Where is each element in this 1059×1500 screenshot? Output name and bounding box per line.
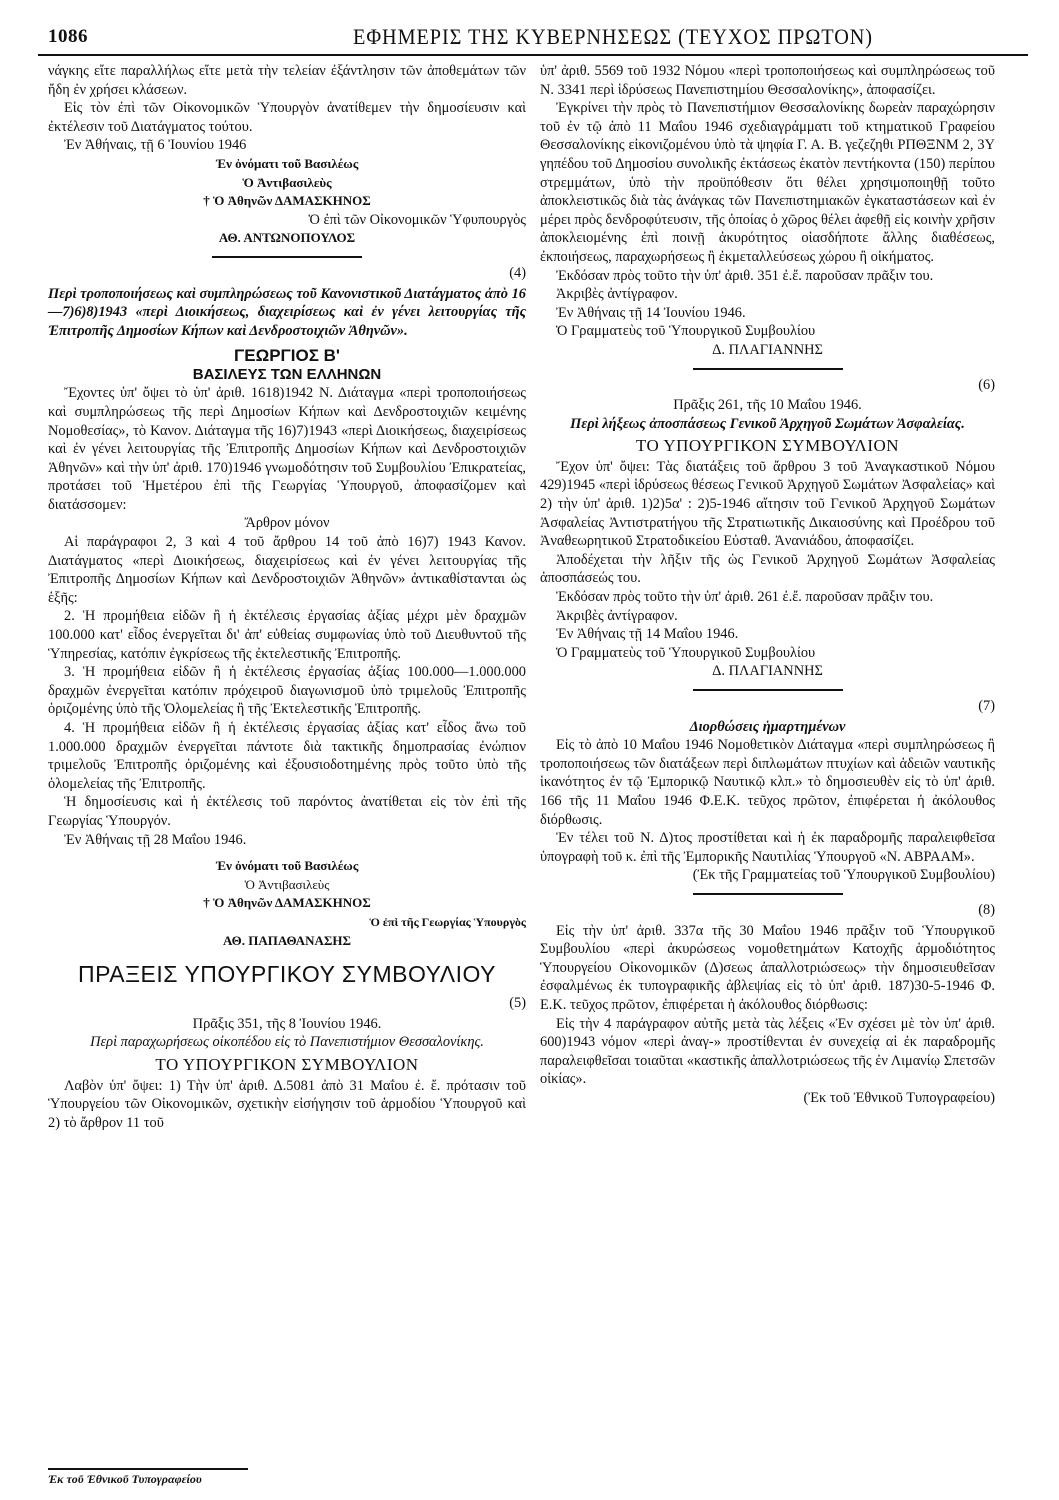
right-column: [540, 62, 995, 1107]
paragraph: Εἰς τὴν 4 παράγραφον αὐτῆς μετὰ τὰς λέξεις «Ἐν σχέσει μὲ τὸν ὑπ' ἀριθ. 600)1943 νόμον «περὶ ἀναγ-» προστίθενται ἐν συνεχείᾳ αἱ ἐκ παραδρομῆς παραλειφθεῖσαι τοιαῦται «καστικῆς ἀπαλλοτριώσεως τῆς ἐν Λιμανίῳ Σπετσῶν οἰκίας».: [540, 1015, 995, 1088]
council-heading: ΤΟ ΥΠΟΥΡΓΙΚΟΝ ΣΥΜΒΟΥΛΙΟΝ: [635, 436, 900, 456]
item-number: (7): [978, 698, 995, 714]
council-heading: ΤΟ ΥΠΟΥΡΓΙΚΟΝ ΣΥΜΒΟΥΛΙΟΝ: [155, 1054, 419, 1074]
paragraph: Ἡ δημοσίευσις καὶ ἡ ἐκτέλεσις τοῦ παρόντος ἀνατίθεται εἰς τὸν ἐπὶ τῆς Γεωργίας Ὑπουργόν.: [48, 794, 526, 829]
act-number: Πρᾶξις 351, τῆς 8 Ἰουνίου 1946.: [192, 1015, 382, 1032]
signature-line: Ὁ Γραμματεὺς τοῦ Ὑπουργικοῦ Συμβουλίου: [556, 644, 816, 661]
signature-line: Ὁ Ἀντιβασιλεὺς: [242, 174, 332, 190]
paragraph: 3. Ἡ προμήθεια εἰδῶν ἢ ἡ ἐκτέλεσις ἐργασίας ἀξίας 100.000—1.000.000 δραχμῶν ἐνεργεῖται κατόπιν πρόχειροῦ διαγωνισμοῦ ὑπὸ τριμελοῦς Ἐπιτροπῆς ὁριζομένης ὑπὸ τῆς Ὁλομελείας ἢ τῆς Ἐκτελεστικῆς Ἐπιτροπῆς.: [48, 664, 526, 718]
divider: [693, 368, 843, 370]
decree-title: Περὶ τροποποιήσεως καὶ συμπληρώσεως τοῦ Κανονιστικοῦ Διατάγματος ἀπὸ 16—7)6)8)1943 «περὶ Διοικήσεως, διαχειρίσεως καὶ ἐν γένει λειτουργίας τῆς Ἐπιτροπῆς Δημοσίων Κήπων καὶ Δενδροστοιχιῶν Ἀθηνῶν».: [48, 285, 526, 339]
paragraph: Αἱ παράγραφοι 2, 3 καὶ 4 τοῦ ἄρθρου 14 τοῦ ἀπὸ 16)7) 1943 Κανον. Διατάγματος «περὶ Διοικήσεως, διαχειρίσεως καὶ ἐν γένει λειτουργίας τῆς Ἐπιτροπῆς Δημοσίων Κήπων καὶ Δενδροστοιχιῶν Ἀθηνῶν» ἀντικαθίστανται ὡς ἑξῆς:: [48, 534, 526, 606]
king-title: ΒΑΣΙΛΕΥΣ ΤΩΝ ΕΛΛΗΝΩΝ: [192, 366, 382, 384]
paragraph: Ἔχοντες ὑπ' ὄψει τὸ ὑπ' ἀριθ. 1618)1942 Ν. Διάταγμα «περὶ τροποποιήσεως καὶ συμπληρώσεως τῆς περὶ Δημοσίων Κήπων καὶ Δενδροστοιχιῶν κειμένης Νομοθεσίας», τὸ Κανον. Διάταγμα τῆς 16)7)1943 «περὶ Διοικήσεως, διαχειρίσεως καὶ ἐν γένει λειτουργίας τῆς Ἐπιτροπῆς Δημοσίων Κήπων καὶ Δενδροστοιχιῶν Ἀθηνῶν» καὶ τὴν ὑπ' ἀριθ. 170)1946 γνωμοδότησιν τοῦ Συμβουλίου Ἐπικρατείας, προτάσει τοῦ Ἡμετέρου ἐπὶ τῆς Γεωργίας Ὑπουργοῦ, ἀποφασίζομεν καὶ διατάσσομεν:: [48, 385, 526, 513]
item-number: (6): [978, 376, 995, 393]
corrections-heading: Διορθώσεις ἡμαρτημένων: [689, 718, 846, 735]
divider: [693, 689, 843, 691]
paragraph: 2. Ἡ προμήθεια εἰδῶν ἢ ἡ ἐκτέλεσις ἐργασίας ἀξίας μέχρι μὲν δραχμῶν 100.000 κατ' εἶδος ἐνεργεῖται δι' ἀπ' εὐθείας συμφωνίας ὑπὸ τοῦ Διευθυντοῦ τῆς Ὑπηρεσίας, κατόπιν ἐγκρίσεως τῆς ἐκτελεστικῆς Ἐπιτροπῆς.: [48, 608, 526, 662]
divider: [212, 256, 362, 258]
item-number: (5): [509, 995, 526, 1012]
signature-line: † Ὁ Ἀθηνῶν ΔΑΜΑΣΚΗΝΟΣ: [203, 895, 371, 911]
signature-line: Ὁ ἐπὶ τῶν Οἰκονομικῶν Ὑφυπουργὸς: [308, 211, 526, 228]
paragraph: Ἀκριβὲς ἀντίγραφον.: [556, 607, 678, 624]
left-column: [48, 62, 526, 1132]
divider: [693, 893, 843, 895]
act-number: Πρᾶξις 261, τῆς 10 Μαΐου 1946.: [673, 397, 862, 414]
signature-name: ΑΘ. ΑΝΤΩΝΟΠΟΥΛΟΣ: [218, 230, 356, 246]
date-line: Ἐν Ἀθήναις τῇ 14 Μαΐου 1946.: [556, 626, 739, 643]
paragraph: Ἔχον ὑπ' ὄψει: Τὰς διατάξεις τοῦ ἄρθρου 3 τοῦ Ἀναγκαστικοῦ Νόμου 429)1945 «περὶ ἱδρύσεως θέσεως Γενικοῦ Ἀρχηγοῦ Σωμάτων Ἀσφαλείας» καὶ 2) τὴν ὑπ' ἀριθ. 1)2)5α' : 2)5-1946 αἴτησιν τοῦ Γενικοῦ Ἀρχηγοῦ Σωμάτων Ἀσφαλείας Ἀντιστρατήγου τῆς Στρατιωτικῆς Δικαιοσύνης καὶ Προέδρου τοῦ Ἀναθεωρητικοῦ Στρατοδικείου Εὐσταθ. Ἀνανιάδου, ἀποφασίζει.: [540, 458, 995, 550]
paragraph: Ἀκριβὲς ἀντίγραφον.: [556, 286, 678, 303]
paragraph: νάγκης εἴτε παραλλήλως εἴτε μετὰ τὴν τελείαν ἐξάντλησιν τῶν ἀποθεμάτων τῶν ἤδη ἐν χρήσει κλάσεων.: [48, 63, 526, 98]
paragraph: Λαβὸν ὑπ' ὄψει: 1) Τὴν ὑπ' ἀριθ. Δ.5081 ἀπὸ 31 Μαΐου ἐ. ἔ. πρότασιν τοῦ Ὑπουργείου τῶν Οἰκονομικῶν, σχετικὴν εἰσήγησιν τοῦ ἁρμοδίου Ὑπουργοῦ καὶ 2) τὸ ἄρθρον 11 τοῦ: [48, 1077, 526, 1131]
paragraph: Ἐκδόσαν πρὸς τοῦτο τὴν ὑπ' ἀριθ. 261 ἐ.ἔ. παροῦσαν πρᾶξιν του.: [556, 589, 934, 606]
signature-line: Ἐν ὀνόματι τοῦ Βασιλέως: [215, 858, 359, 874]
act-title: Περὶ παραχωρήσεως οἰκοπέδου εἰς τὸ Πανεπιστήμιον Θεσσαλονίκης.: [90, 1034, 484, 1051]
signature-name: ΑΘ. ΠΑΠΑΘΑΝΑΣΗΣ: [223, 932, 351, 948]
page-number: 1086: [48, 26, 88, 47]
paragraph: Ἀποδέχεται τὴν λῆξιν τῆς ὡς Γενικοῦ Ἀρχηγοῦ Σωμάτων Ἀσφαλείας ἀποσπάσεώς του.: [540, 551, 995, 587]
paragraph: ὑπ' ἀριθ. 5569 τοῦ 1932 Νόμου «περὶ τροποποιήσεως καὶ συμπληρώσεως τοῦ Ν. 3341 περὶ ἱδρύσεως Πανεπιστημίου Θεσσαλονίκης», ἀποφασίζει.: [540, 63, 995, 98]
item-number: (8): [978, 901, 995, 918]
signature-line: Ὁ Γραμματεὺς τοῦ Ὑπουργικοῦ Συμβουλίου: [556, 323, 816, 340]
king-name: ΓΕΩΡΓΙΟΣ Β': [234, 346, 340, 366]
section-heading: ΠΡΑΞΕΙΣ ΥΠΟΥΡΓΙΚΟΥ ΣΥΜΒΟΥΛΙΟΥ: [78, 961, 496, 988]
date-line: Ἐν Ἀθήναις, τῇ 6 Ἰουνίου 1946: [64, 137, 247, 154]
source-line: (Ἐκ τῆς Γραμματείας τοῦ Ὑπουργικοῦ Συμβουλίου): [692, 867, 995, 884]
signature-line: Ὁ ἐπὶ τῆς Γεωργίας Ὑπουργὸς: [369, 914, 526, 929]
signature-name: Δ. ΠΛΑΓΙΑΝΝΗΣ: [712, 341, 823, 358]
paragraph: Ἐν τέλει τοῦ Ν. Δ)τος προστίθεται καὶ ἡ ἐκ παραδρομῆς παραλειφθεῖσα ὑπογραφὴ τοῦ κ. ἐπὶ τῆς Ἐμπορικῆς Ναυτιλίας Ὑπουργοῦ «Ν. ΑΒΡΑΑΜ».: [540, 830, 995, 865]
paragraph: 4. Ἡ προμήθεια εἰδῶν ἢ ἡ ἐκτέλεσις ἐργασίας ἀξίας κατ' εἶδος ἄνω τοῦ 1.000.000 δραχμῶν ἐνεργεῖται πάντοτε διὰ τακτικῆς δημοπρασίας ἐνώπιον τριμελοῦς Ἐπιτροπῆς ὁριζομένης καὶ ἐξουσιοδοτημένης πρὸς τοῦτο ὑπὸ τῆς ὁλομελείας τῆς Ἐπιτροπῆς.: [48, 720, 526, 792]
gazette-title: ΕΦΗΜΕΡΙΣ ΤΗΣ ΚΥΒΕΡΝΗΣΕΩΣ (ΤΕΥΧΟΣ ΠΡΩΤΟΝ): [353, 24, 873, 49]
signature-line: † Ὁ Ἀθηνῶν ΔΑΜΑΣΚΗΝΟΣ: [203, 193, 371, 209]
date-line: Ἐν Ἀθήναις τῇ 14 Ἰουνίου 1946.: [556, 304, 746, 321]
paragraph: Ἐκδόσαν πρὸς τοῦτο τὴν ὑπ' ἀριθ. 351 ἐ.ἔ. παροῦσαν πρᾶξιν του.: [556, 267, 934, 284]
paragraph: Εἰς τὴν ὑπ' ἀριθ. 337α τῆς 30 Μαΐου 1946 πρᾶξιν τοῦ Ὑπουργικοῦ Συμβουλίου «περὶ ἀκυρώσεως νομοθετημάτων Κατοχῆς ἁρμοδιότητος Ὑπουργείου Οἰκονομικῶν (Δ)σεως ἀπαλλοτριώσεως» τὴν δημοσιευθεῖσαν ἐσφαλμένως ἐκ τυπογραφικῆς ἀβλεψίας εἰς τὸ ὑπ' ἀριθ. 187)30-5-1946 Φ. Ε.Κ. τεῦχος πρῶτον, ἐπιφέρεται ἡ ἀκόλουθος διόρθωσις:: [540, 922, 995, 1013]
act-title: Περὶ λήξεως ἀποσπάσεως Γενικοῦ Ἀρχηγοῦ Σωμάτων Ἀσφαλείας.: [570, 415, 965, 432]
signature-name: Δ. ΠΛΑΓΙΑΝΝΗΣ: [712, 663, 823, 680]
signature-line: Ἐν ὀνόματι τοῦ Βασιλέως: [215, 155, 359, 171]
date-line: Ἐν Ἀθήναις τῇ 28 Μαΐου 1946.: [64, 831, 247, 848]
signature-line: Ὁ Ἀντιβασιλεὺς: [244, 876, 330, 892]
item-number: (4): [509, 264, 526, 281]
paragraph: Εἰς τὸ ἀπὸ 10 Μαΐου 1946 Νομοθετικὸν Διάταγμα «περὶ συμπληρώσεως ἢ τροποποιήσεως τῶν διατάξεων περὶ διπλωμάτων πτυχίων καὶ ἀδειῶν ναυτικῆς ἱκανότητος ἐν τῷ Ἐμπορικῷ Ναυτικῷ κλπ.» τὸ δημοσιευθὲν εἰς τὸ ὑπ' ἀριθ. 166 τῆς 11 Μαΐου 1946 Φ.Ε.Κ. τεῦχος πρῶτον, ἐπιφέρεται ἡ ἀκόλουθος διόρθωσις.: [540, 737, 995, 828]
page-header: [38, 20, 1028, 56]
source-line: (Ἐκ τοῦ Ἐθνικοῦ Τυπογραφείου): [803, 1089, 995, 1106]
printer-footer: Ἐκ τοῦ Ἐθνικοῦ Τυπογραφείου: [48, 1468, 248, 1487]
paragraph: Ἐγκρίνει τὴν πρὸς τὸ Πανεπιστήμιον Θεσσαλονίκης δωρεὰν παραχώρησιν τοῦ ἐν τῷ ἀπὸ 11 Μαΐου 1946 σχεδιαγράμματι τοῦ κτηματικοῦ Γραφείου Θεσσαλονίκης εἰκονιζομένου ὑπὸ τὰ ψηφία Γ. Α. Β. γεζεζηθι ΡΠΘΞΝΜ 2, 3Υ γηπέδου τοῦ Δημοσίου συνολικῆς ἐκτάσεως ἑκατὸν πεντήκοντα (150) περίπου στρεμμάτων, ὑπὸ τὴν προϋπόθεσιν ὅτι θέλει χρησιμοποιηθῇ τοῦτο ἀποκλειστικῶς διὰ τὰς ἀνάγκας τῶν Πανεπιστημιακῶν ἐγκαταστάσεων καὶ ἐν μέρει πρὸς δενδροφύτευσιν, τῆς ὁποίας ὁ χῶρος θέλει ἀφεθῇ εἰς κοινὴν χρῆσιν ἀποκλειομένης ἐπὶ ποινῇ ἀκυρότητος οἱασδήποτε ἄλλης διαθέσεως, ἐκποιήσεως, παραχωρήσεως ἢ ἐκμεταλλεύσεως χώρου ἢ οἰκήματος.: [540, 100, 995, 265]
article-heading: Ἄρθρον μόνον: [244, 515, 330, 532]
paragraph: Εἰς τὸν ἐπὶ τῶν Οἰκονομικῶν Ὑπουργὸν ἀνατίθεμεν τὴν δημοσίευσιν καὶ ἐκτέλεσιν τοῦ Διατάγματος τούτου.: [48, 100, 526, 135]
